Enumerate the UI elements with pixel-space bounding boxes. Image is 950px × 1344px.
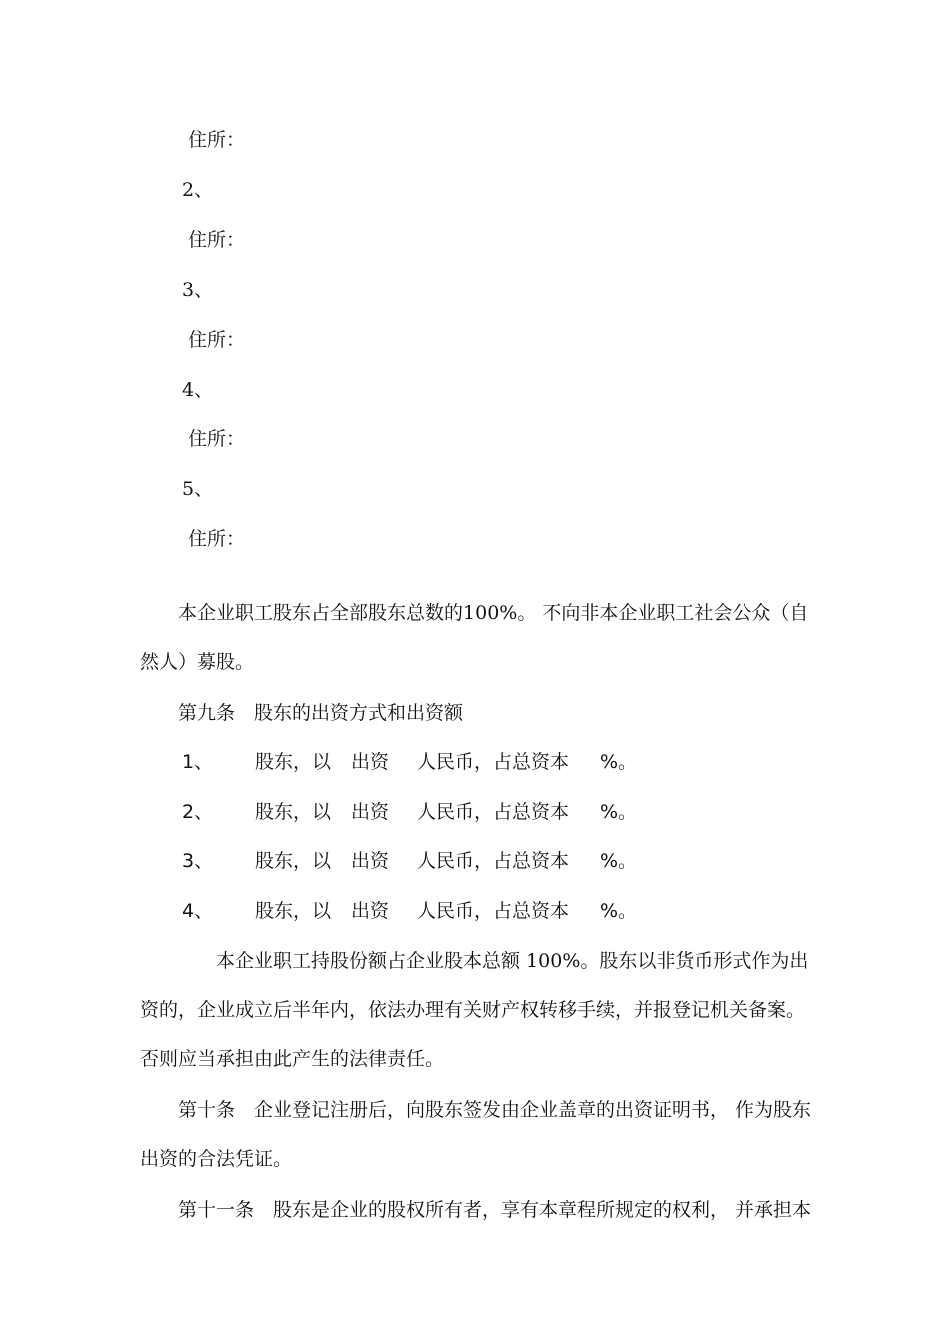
address-label: 住所： (188, 528, 246, 550)
contribution-amount: 人民币，占总资本 (417, 900, 570, 922)
shareholder-index: 3、 (182, 279, 214, 301)
article-9-paragraph-line-1 (216, 948, 808, 974)
ratio-percent: 100% (463, 602, 518, 624)
contribution-shareholder: 股东，以 (255, 900, 332, 922)
contribution-percent: %。 (600, 900, 638, 922)
article-9-paragraph-line-3: 否则应当承担由此产生的法律责任。 (140, 1048, 445, 1070)
contribution-shareholder: 股东，以 (255, 801, 332, 823)
holding-text-a: 本企业职工持股份额占企业股本总额 (216, 950, 521, 972)
article-9-title: 第九条 股东的出资方式和出资额 (178, 702, 464, 724)
contribution-shareholder: 股东，以 (255, 751, 332, 773)
address-label: 住所： (188, 229, 246, 251)
contribution-amount: 人民币，占总资本 (417, 801, 570, 823)
contribution-index: 2、 (182, 801, 214, 823)
ratio-paragraph-line-1 (178, 600, 808, 626)
contribution-method: 出资 (351, 801, 390, 823)
article-9-paragraph-line-2: 资的，企业成立后半年内，依法办理有关财产权转移手续，并报登记机关备案。 (140, 999, 806, 1021)
article-10-line-1: 第十条 企业登记注册后，向股东签发由企业盖章的出资证明书， 作为股东 (178, 1099, 812, 1121)
address-label: 住所： (188, 329, 246, 351)
contribution-percent: %。 (600, 850, 638, 872)
contribution-shareholder: 股东，以 (255, 850, 332, 872)
shareholder-index: 2、 (182, 179, 214, 201)
address-label: 住所： (188, 428, 246, 450)
contribution-amount: 人民币，占总资本 (417, 751, 570, 773)
contribution-percent: %。 (600, 801, 638, 823)
address-label: 住所： (188, 129, 246, 151)
contribution-method: 出资 (351, 900, 390, 922)
contribution-amount: 人民币，占总资本 (417, 850, 570, 872)
ratio-paragraph-line-2: 然人）募股。 (140, 651, 255, 673)
contribution-percent: %。 (600, 751, 638, 773)
ratio-text-a: 本企业职工股东占全部股东总数的 (178, 602, 464, 624)
shareholder-index: 5、 (182, 478, 214, 500)
article-10-line-2: 出资的合法凭证。 (140, 1148, 293, 1170)
holding-text-b: 。股东以非货币形式作为出 (580, 950, 809, 972)
contribution-index: 1、 (182, 751, 214, 773)
contribution-index: 4、 (182, 900, 214, 922)
contribution-method: 出资 (351, 850, 390, 872)
holding-percent: 100% (526, 950, 581, 972)
article-11-line-1: 第十一条 股东是企业的股权所有者，享有本章程所规定的权利， 并承担本 (178, 1199, 812, 1221)
ratio-text-b: 。 不向非本企业职工社会公众（自 (517, 602, 809, 624)
contribution-method: 出资 (351, 751, 390, 773)
contribution-index: 3、 (182, 850, 214, 872)
shareholder-index: 4、 (182, 379, 214, 401)
